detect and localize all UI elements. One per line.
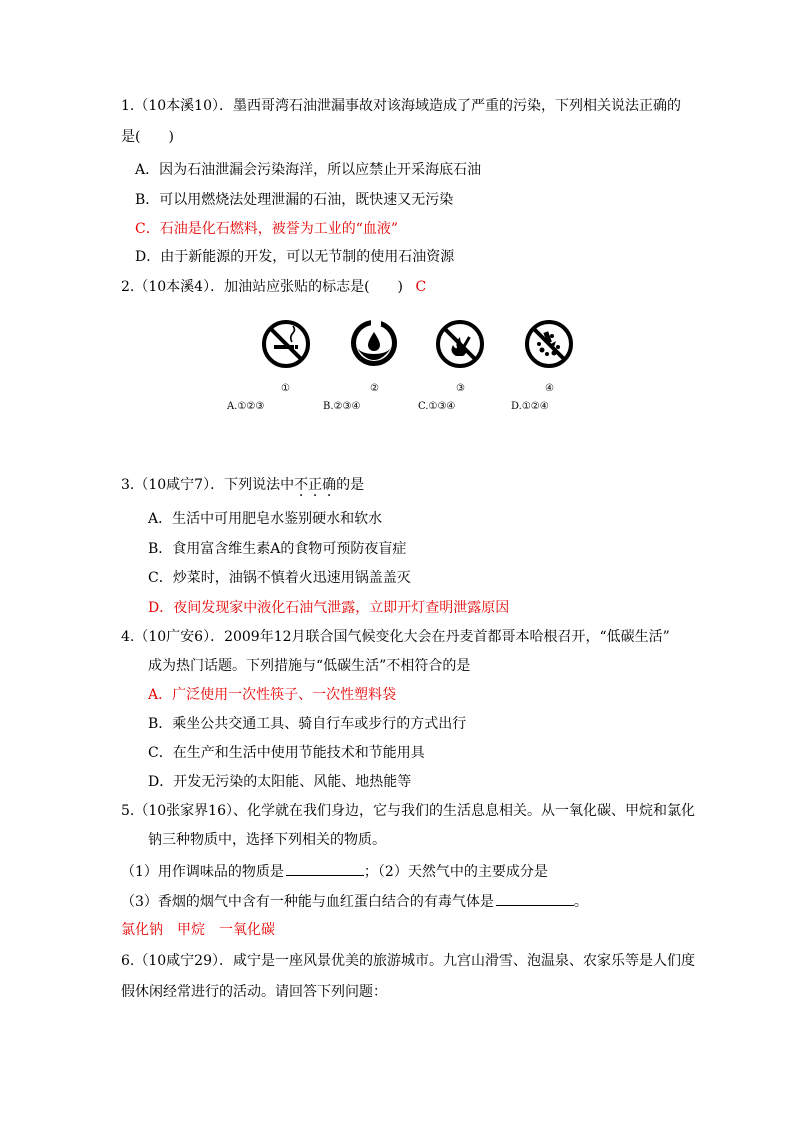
sign-number-1: ①	[281, 383, 290, 394]
q4-option-c: C．在生产和生活中使用节能技术和节能用具	[148, 745, 425, 761]
q1-stem-line1: 1.（10本溪10）．墨西哥湾石油泄漏事故对该海域造成了严重的污染，下列相关说法正确的	[121, 98, 681, 114]
no-smoking-icon	[262, 320, 310, 368]
q2-answer: C	[415, 279, 427, 295]
q4-stem-line2: 成为热门话题。下列措施与“低碳生活”不相符合的是	[148, 658, 471, 674]
q5-sub1: （1）用作调味品的物质是	[121, 864, 284, 880]
q2-choice-a: A.①②③	[227, 401, 265, 412]
sign-number-2: ②	[370, 383, 379, 394]
q3-option-a: A．生活中可用肥皂水鉴别硬水和软水	[148, 511, 383, 527]
q3-emph-1: 不	[294, 477, 309, 493]
q2-stem	[121, 277, 426, 297]
q4-stem-line1: 4.（10广安6）．2009年12月联合国气候变化大会在丹麦首都哥本哈根召开，“低碳生活”	[121, 629, 670, 645]
q2-choice-d: D.①②④	[511, 401, 549, 412]
q4-option-b: B．乘坐公共交通工具、骑自行车或步行的方式出行	[148, 716, 467, 732]
q2-choice-c: C.①③④	[418, 401, 456, 412]
q1-option-d: D．由于新能源的开发，可以无节制的使用石油资源	[135, 249, 455, 265]
q4-option-a-answer: A．广泛使用一次性筷子、一次性塑料袋	[148, 687, 397, 703]
q3-option-c: C．炒菜时，油锅不慎着火迅速用锅盖盖灭	[148, 570, 411, 586]
no-fireworks-icon	[525, 320, 573, 368]
q5-stem-line1: 5.（10张家界16）、化学就在我们身边，它与我们的生活息息相关。从一氧化碳、甲烷和氯化	[121, 803, 695, 819]
q3-option-b: B．食用富含维生素A的食物可预防夜盲症	[148, 541, 407, 557]
q5-blank-1[interactable]	[286, 861, 364, 876]
q6-stem-line2: 假休闲经常进行的活动。请回答下列问题：	[121, 984, 387, 1000]
q5-stem-line2: 钠三种物质中，选择下列相关的物质。	[148, 832, 386, 848]
q4-option-d: D．开发无污染的太阳能、风能、地热能等	[148, 774, 412, 790]
q5-answer: 氯化钠 甲烷 一氧化碳	[121, 922, 275, 938]
q3-emph-3: 确	[322, 477, 337, 493]
q2-stem-text: 2.（10本溪4）．加油站应张贴的标志是( )	[121, 279, 404, 295]
q5-blank-3[interactable]	[496, 891, 574, 906]
q2-choice-b: B.②③④	[323, 401, 361, 412]
q1-stem-line2: 是( )	[121, 129, 174, 145]
q2-sign-figure	[225, 317, 595, 427]
q5-sub2: ；（2）天然气中的主要成分是	[363, 864, 548, 880]
q5-sub3: （3）香烟的烟气中含有一种能与血红蛋白结合的有毒气体是	[121, 894, 494, 910]
sign-number-4: ④	[545, 383, 554, 394]
q5-sub-3	[121, 891, 588, 912]
q6-stem-line1: 6.（10咸宁29）．咸宁是一座风景优美的旅游城市。九宫山滑雪、泡温泉、农家乐等是人们度	[121, 953, 695, 969]
no-fire-icon	[436, 320, 484, 368]
q3-stem-suffix: 的是	[336, 477, 365, 493]
q5-sub3-end: 。	[573, 894, 588, 910]
water-drop-icon	[349, 318, 399, 368]
q1-option-a: A．因为石油泄漏会污染海洋，所以应禁止开采海底石油	[135, 162, 482, 178]
q3-option-d-answer: D．夜间发现家中液化石油气泄露，立即开灯查明泄露原因	[148, 600, 510, 616]
q1-option-c-answer: C．石油是化石燃料，被誉为工业的“血液”	[135, 221, 399, 237]
q3-stem	[121, 475, 364, 495]
sign-number-3: ③	[456, 383, 465, 394]
q3-stem-prefix: 3.（10咸宁7）．下列说法中	[121, 477, 295, 493]
q5-sub-1-2	[121, 861, 548, 882]
q1-option-b: B．可以用燃烧法处理泄漏的石油，既快速又无污染	[135, 192, 454, 208]
q3-emph-2: 正	[308, 477, 323, 493]
